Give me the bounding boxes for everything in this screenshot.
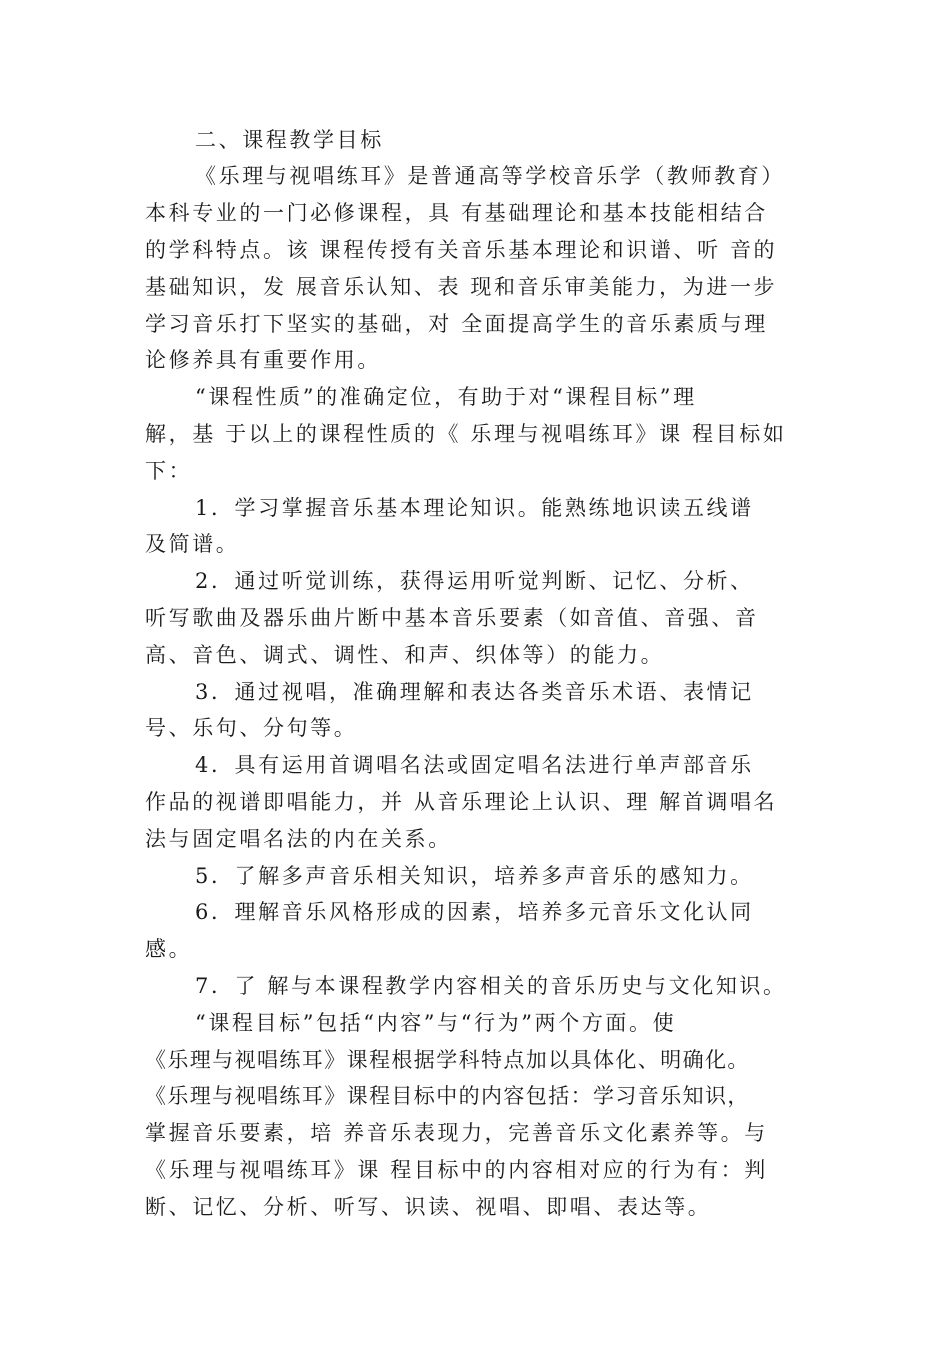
list-item-line: 听写歌曲及器乐曲片断中基本音乐要素（如音值、音强、音 [145, 606, 759, 630]
list-item-line: 3．通过视唱，准确理解和表达各类音乐术语、表情记 [195, 680, 754, 704]
text-line: 本科专业的一门必修课程，具 有基础理论和基本技能相结合 [145, 201, 768, 225]
list-item-line: 7．了 解与本课程教学内容相关的音乐历史与文化知识。 [195, 974, 787, 998]
text-line: 基础知识，发 展音乐认知、表 现和音乐审美能力，为进一步 [145, 275, 778, 299]
text-line: 学习音乐打下坚实的基础，对 全面提高学生的音乐素质与理 [145, 312, 768, 336]
list-item-line: 号、乐句、分句等。 [145, 716, 358, 740]
text-line: 《乐理与视唱练耳》课 程目标中的内容相对应的行为有：判 [145, 1158, 768, 1182]
text-line: “课程目标”包括“内容”与“行为”两个方面。使 [195, 1011, 677, 1035]
list-item-line: 4．具有运用首调唱名法或固定唱名法进行单声部音乐 [195, 753, 754, 777]
list-item-line: 及简谱。 [145, 532, 240, 556]
text-line: 《乐理与视唱练耳》课程目标中的内容包括：学习音乐知识， [145, 1084, 750, 1108]
text-line: 断、记忆、分析、听写、识读、视唱、即唱、表达等。 [145, 1195, 712, 1219]
list-item-line: 法与固定唱名法的内在关系。 [145, 827, 452, 851]
list-item-line: 5．了解多声音乐相关知识，培养多声音乐的感知力。 [195, 864, 754, 888]
text-line: “课程性质”的准确定位，有助于对“课程目标”理 [195, 385, 697, 409]
text-line: 的学科特点。该 课程传授有关音乐基本理论和识谱、听 音的 [145, 238, 778, 262]
section-heading: 二、课程教学目标 [195, 128, 384, 152]
list-item-line: 作品的视谱即唱能力，并 从音乐理论上认识、理 解首调唱名 [145, 790, 778, 814]
text-line: 掌握音乐要素，培 养音乐表现力，完善音乐文化素养等。与 [145, 1121, 768, 1145]
list-item-line: 感。 [145, 937, 193, 961]
text-line: 下： [145, 459, 193, 483]
list-item-line: 6．理解音乐风格形成的因素，培养多元音乐文化认同 [195, 900, 754, 924]
text-line: 解，基 于以上的课程性质的《 乐理与视唱练耳》课 程目标如 [145, 422, 787, 446]
list-item-line: 高、音色、调式、调性、和声、织体等）的能力。 [145, 643, 665, 667]
list-item-line: 1．学习掌握音乐基本理论知识。能熟练地识读五线谱 [195, 496, 754, 520]
text-line: 《乐理与视唱练耳》课程根据学科特点加以具体化、明确化。 [145, 1048, 750, 1072]
text-line: 《乐理与视唱练耳》是普通高等学校音乐学（教师教育） [195, 164, 785, 188]
list-item-line: 2．通过听觉训练，获得运用听觉判断、记忆、分析、 [195, 569, 754, 593]
text-line: 论修养具有重要作用。 [145, 348, 381, 372]
